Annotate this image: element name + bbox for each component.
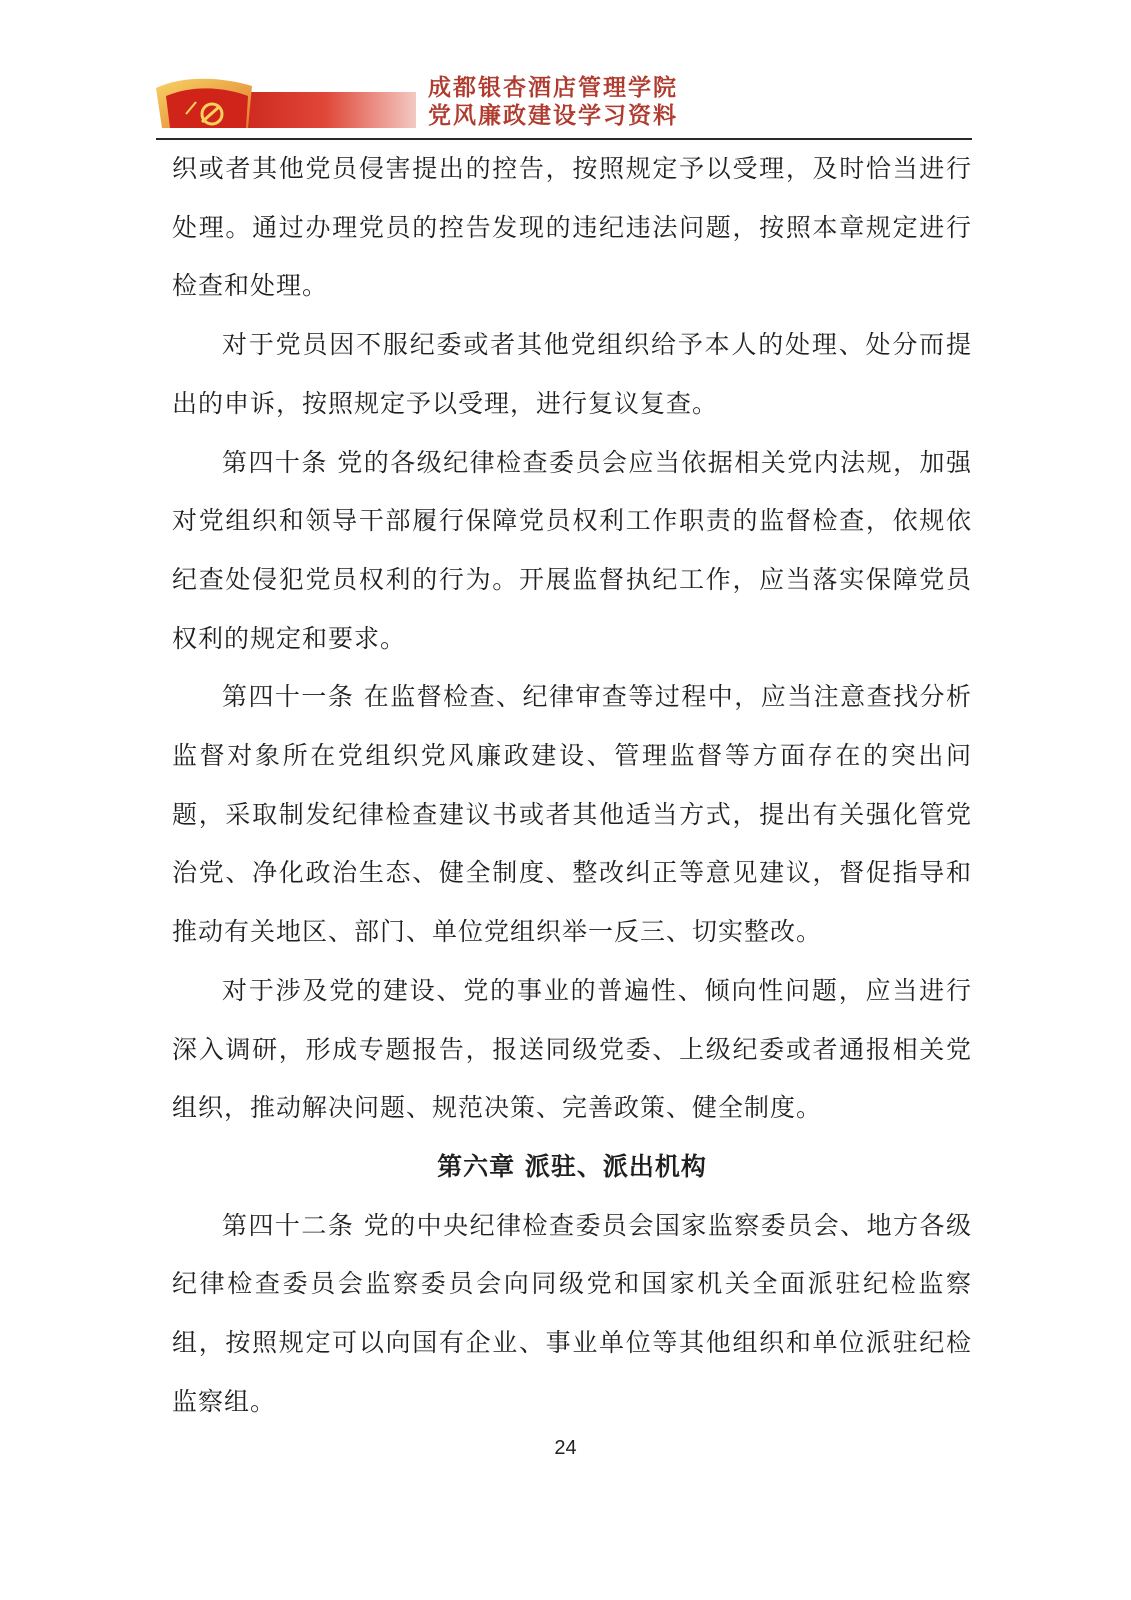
header-title-line2: 党风廉政建设学习资料 (428, 103, 678, 129)
party-emblem-icon (156, 74, 416, 130)
header-title (428, 74, 678, 130)
body-paragraph: 第四十一条 在监督检查、纪律审查等过程中，应当注意查找分析监督对象所在党组织党风廉政建设、管理监督等方面存在的突出问题，采取制发纪律检查建议书或者其他适当方式，提出有关强化管党治党、净化政治生态、健全制度、整改纠正等意见建议，督促指导和推动有关地区、部门、单位党组织举一反三、切实整改。 (172, 682, 972, 947)
body-paragraph: 第四十条 党的各级纪律检查委员会应当依据相关党内法规，加强对党组织和领导干部履行保障党员权利工作职责的监督检查，依规依纪查处侵犯党员权利的行为。开展监督执纪工作，应当落实保障党员权利的规定和要求。 (172, 447, 972, 653)
body-paragraph: 对于涉及党的建设、党的事业的普遍性、倾向性问题，应当进行深入调研，形成专题报告，报送同级党委、上级纪委或者通报相关党组织，推动解决问题、规范决策、完善政策、健全制度。 (172, 975, 972, 1123)
header-title-line1: 成都银杏酒店管理学院 (428, 75, 678, 101)
chapter-heading: 第六章 派驻、派出机构 (437, 1151, 707, 1181)
page-number: 24 (554, 1437, 577, 1459)
document-body (172, 140, 972, 1431)
body-paragraph: 织或者其他党员侵害提出的控告，按照规定予以受理，及时恰当进行处理。通过办理党员的控告发现的违纪违法问题，按照本章规定进行检查和处理。 (172, 154, 972, 301)
body-paragraph: 对于党员因不服纪委或者其他党组织给予本人的处理、处分而提出的申诉，按照规定予以受理，进行复议复查。 (172, 330, 972, 418)
body-paragraph: 第四十二条 党的中央纪律检查委员会国家监察委员会、地方各级纪律检查委员会监察委员会向同级党和国家机关全面派驻纪检监察组，按照规定可以向国有企业、事业单位等其他组织和单位派驻纪检监察组。 (172, 1210, 972, 1416)
document-header (156, 68, 972, 140)
